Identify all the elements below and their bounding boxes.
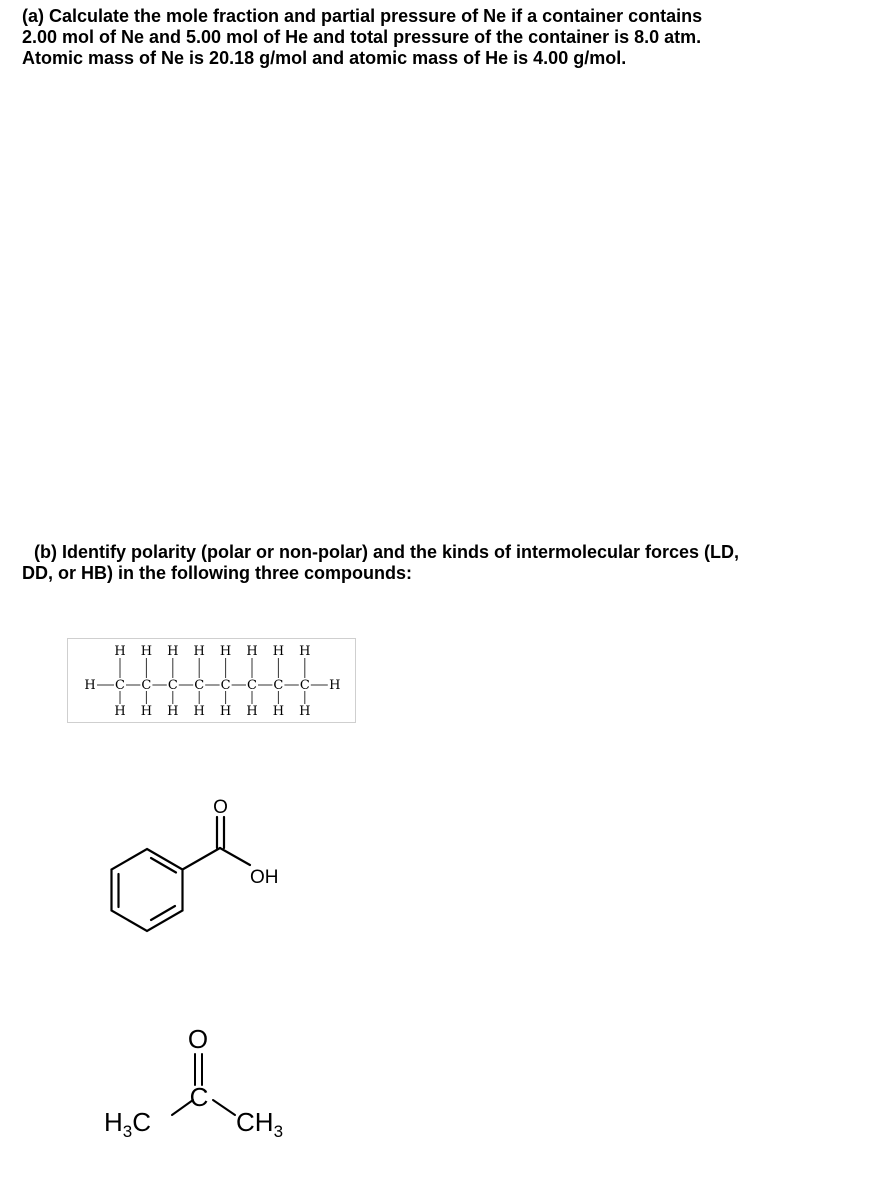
question-a-line-3: Atomic mass of Ne is 20.18 g/mol and atomic mass of He is 4.00 g/mol. [22,48,627,68]
ring-double-bond [151,858,176,873]
hydrogen-atom: H [299,644,311,659]
hydrogen-atom: H [140,644,153,659]
carbon-atom: C [115,678,125,693]
hydrogen-atom: H [140,704,153,719]
carbon-atom: C [167,678,178,693]
question-a-line-1: (a) Calculate the mole fraction and partial pressure of Ne if a container contains [22,6,703,26]
hydrogen-atom: H [84,678,96,693]
hydrogen-atom: H [114,704,126,719]
carbonyl-oxygen-label: O [187,1024,209,1054]
hydroxyl-label: OH [250,867,279,888]
hydrogen-atom: H [167,704,179,719]
hydrogen-atom: H [219,644,232,659]
hydrogen-atom: H [272,704,285,719]
right-methyl-bond [213,1100,235,1115]
ch3-ch: CH [236,1107,274,1137]
hydrogen-atom: H [219,704,232,719]
hydrogen-atom: H [246,704,258,719]
carbon-atom: C [299,678,310,693]
hydroxyl-bond [220,848,250,865]
hydrogen-atom: H [193,644,205,659]
hydrogen-atom: H [272,644,285,659]
carbonyl-oxygen-label: O [213,797,228,818]
question-a-line-2: 2.00 mol of Ne and 5.00 mol of He and total pressure of the container is 8.0 atm. [22,27,702,47]
question-b-line-2: DD, or HB) in the following three compounds: [22,563,412,583]
carbon-atom: C [273,678,284,693]
ch3-sub: 3 [273,1122,284,1141]
octane-structure-box [67,638,356,723]
hydrogen-atom: H [193,704,205,719]
carbon-atom: C [247,678,257,693]
benzoic-acid-structure [90,790,310,950]
carbon-atom: C [220,678,231,693]
question-b-line-1: (b) Identify polarity (polar or non-polar) and the kinds of intermolecular forces (LD, [34,542,740,562]
ring-carbon-bond [183,848,221,870]
hydrogen-atom: H [114,644,126,659]
h3c-c: C [132,1107,152,1137]
hydrogen-atom: H [167,644,179,659]
benzene-ring [112,849,183,931]
question-a [22,6,868,69]
h3c-sub: 3 [122,1122,133,1141]
hydrogen-atom: H [246,644,258,659]
carbon-atom: C [141,678,152,693]
octane-structure [68,639,355,722]
acetone-structure [100,1020,320,1160]
hydrogen-atom: H [329,678,341,693]
hydrogen-atom: H [299,704,311,719]
left-methyl-label [104,1107,151,1141]
h3c-h: H [104,1107,123,1137]
question-b [22,542,868,584]
carbon-atom: C [194,678,205,693]
right-methyl-label [236,1107,283,1141]
center-carbon-label: C [189,1082,209,1112]
